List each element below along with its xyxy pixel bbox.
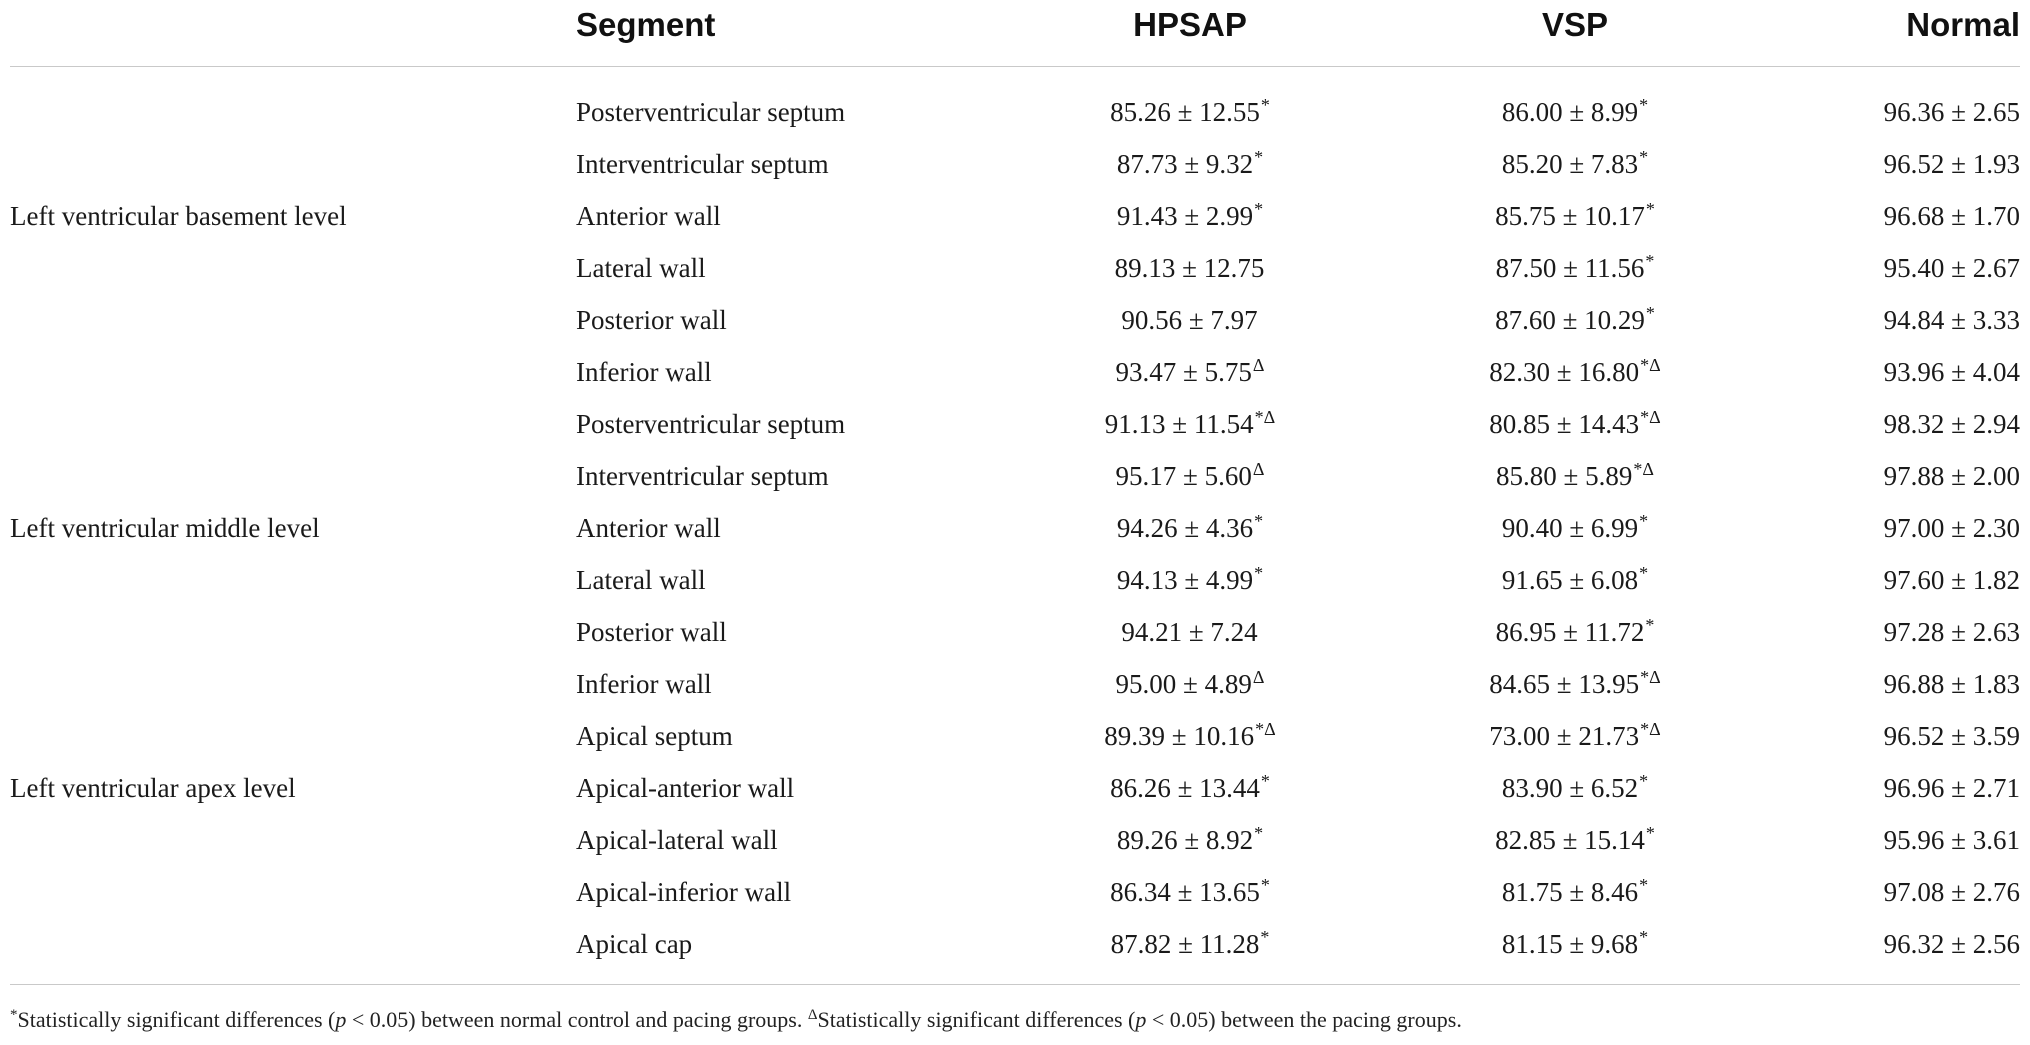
- hpsap-significance-mark: Δ: [1252, 667, 1265, 687]
- vsp-significance-mark: *: [1645, 251, 1655, 271]
- vsp-cell: [1455, 918, 1695, 970]
- level-label-apex: Left ventricular apex level: [10, 773, 296, 803]
- vsp-value: 81.15 ± 9.68: [1501, 929, 1639, 959]
- vsp-cell: [1455, 554, 1695, 606]
- vsp-cell: [1455, 190, 1695, 242]
- hpsap-cell: [1070, 554, 1310, 606]
- normal-cell: 95.96 ± 3.61: [1883, 825, 2020, 855]
- hpsap-value: 94.13 ± 4.99: [1116, 565, 1254, 595]
- normal-cell: 96.52 ± 1.93: [1883, 149, 2020, 179]
- vsp-cell: [1455, 86, 1695, 138]
- header-normal: Normal: [1906, 6, 2020, 43]
- footnote-star: *: [10, 1007, 18, 1023]
- vsp-value: 84.65 ± 13.95: [1489, 669, 1640, 699]
- hpsap-value: 94.21 ± 7.24: [1121, 617, 1258, 647]
- vsp-cell: [1455, 814, 1695, 866]
- hpsap-cell: [1070, 450, 1310, 502]
- vsp-value: 91.65 ± 6.08: [1501, 565, 1639, 595]
- vsp-value: 83.90 ± 6.52: [1501, 773, 1639, 803]
- normal-cell: 97.08 ± 2.76: [1883, 877, 2020, 907]
- header-hpsap: HPSAP: [1133, 6, 1247, 43]
- normal-cell: 98.32 ± 2.94: [1883, 409, 2020, 439]
- vsp-cell: [1455, 762, 1695, 814]
- vsp-cell: [1455, 658, 1695, 710]
- segment-cell: Posterventricular septum: [576, 409, 846, 439]
- hpsap-value: 91.13 ± 11.54: [1104, 409, 1254, 439]
- vsp-value: 86.00 ± 8.99: [1501, 97, 1639, 127]
- segment-cell: Posterventricular septum: [576, 97, 846, 127]
- hpsap-value: 95.17 ± 5.60: [1115, 461, 1252, 491]
- vsp-value: 81.75 ± 8.46: [1501, 877, 1639, 907]
- hpsap-significance-mark: *: [1254, 511, 1264, 531]
- hpsap-cell: [1070, 138, 1310, 190]
- table-row: [0, 346, 2030, 398]
- table-row: [0, 294, 2030, 346]
- table-row: [0, 606, 2030, 658]
- vsp-significance-mark: *: [1645, 303, 1655, 323]
- normal-cell: 96.36 ± 2.65: [1883, 97, 2020, 127]
- vsp-significance-mark: *: [1639, 563, 1649, 583]
- table-row: [0, 554, 2030, 606]
- header-vsp: VSP: [1541, 6, 1609, 43]
- vsp-value: 80.85 ± 14.43: [1489, 409, 1640, 439]
- header-rule: [10, 66, 2020, 67]
- segment-cell: Posterior wall: [576, 305, 727, 335]
- hpsap-cell: [1070, 866, 1310, 918]
- hpsap-cell: [1070, 762, 1310, 814]
- normal-cell: 96.68 ± 1.70: [1883, 201, 2020, 231]
- hpsap-value: 94.26 ± 4.36: [1116, 513, 1254, 543]
- hpsap-value: 95.00 ± 4.89: [1115, 669, 1252, 699]
- footnote: *Statistically significant differences (p < 0.05) between normal control and pacing groups. $^\Delta$Statistically significant differences (p < 0.05) between the pacing groups.: [10, 1007, 1462, 1032]
- vsp-value: 82.85 ± 15.14: [1495, 825, 1645, 855]
- vsp-cell: [1455, 242, 1695, 294]
- hpsap-value: 87.82 ± 11.28: [1110, 929, 1260, 959]
- segment-cell: Interventricular septum: [576, 461, 829, 491]
- normal-cell: 97.88 ± 2.00: [1883, 461, 2020, 491]
- vsp-significance-mark: *: [1639, 875, 1649, 895]
- normal-cell: 97.60 ± 1.82: [1883, 565, 2020, 595]
- vsp-cell: [1455, 294, 1695, 346]
- level-label-basement: Left ventricular basement level: [10, 201, 347, 231]
- hpsap-cell: [1070, 398, 1310, 450]
- vsp-significance-mark: *: [1639, 511, 1649, 531]
- vsp-significance-mark: *: [1639, 927, 1649, 947]
- vsp-cell: [1455, 138, 1695, 190]
- vsp-significance-mark: *Δ: [1640, 719, 1661, 739]
- segment-cell: Apical-inferior wall: [576, 877, 792, 907]
- table-row: [0, 918, 2030, 970]
- segment-cell: Inferior wall: [576, 357, 712, 387]
- normal-cell: 93.96 ± 4.04: [1883, 357, 2020, 387]
- table-row: [0, 450, 2030, 502]
- vsp-cell: [1455, 398, 1695, 450]
- hpsap-cell: [1070, 918, 1310, 970]
- hpsap-cell: [1070, 658, 1310, 710]
- vsp-significance-mark: *Δ: [1640, 407, 1661, 427]
- vsp-value: 87.50 ± 11.56: [1495, 253, 1645, 283]
- vsp-significance-mark: *: [1639, 771, 1649, 791]
- vsp-cell: [1455, 502, 1695, 554]
- normal-cell: 94.84 ± 3.33: [1883, 305, 2020, 335]
- table-row: [0, 398, 2030, 450]
- hpsap-value: 91.43 ± 2.99: [1116, 201, 1254, 231]
- table-row: [0, 86, 2030, 138]
- hpsap-value: 86.34 ± 13.65: [1110, 877, 1260, 907]
- normal-cell: 96.96 ± 2.71: [1883, 773, 2020, 803]
- hpsap-significance-mark: *: [1260, 771, 1270, 791]
- hpsap-value: 89.13 ± 12.75: [1114, 253, 1265, 283]
- hpsap-cell: [1070, 710, 1310, 762]
- normal-cell: 95.40 ± 2.67: [1883, 253, 2020, 283]
- vsp-value: 86.95 ± 11.72: [1495, 617, 1645, 647]
- hpsap-significance-mark: *: [1260, 875, 1270, 895]
- vsp-significance-mark: *Δ: [1640, 355, 1661, 375]
- vsp-cell: [1455, 450, 1695, 502]
- hpsap-cell: [1070, 190, 1310, 242]
- hpsap-significance-mark: *: [1254, 199, 1264, 219]
- hpsap-cell: [1070, 502, 1310, 554]
- hpsap-cell: [1070, 814, 1310, 866]
- vsp-value: 87.60 ± 10.29: [1495, 305, 1645, 335]
- vsp-value: 85.80 ± 5.89: [1496, 461, 1633, 491]
- table-row: [0, 138, 2030, 190]
- hpsap-value: 89.26 ± 8.92: [1116, 825, 1254, 855]
- table-row: [0, 710, 2030, 762]
- normal-cell: 96.52 ± 3.59: [1883, 721, 2020, 751]
- hpsap-value: 86.26 ± 13.44: [1110, 773, 1260, 803]
- hpsap-significance-mark: *Δ: [1254, 407, 1276, 427]
- normal-cell: 96.32 ± 2.56: [1883, 929, 2020, 959]
- hpsap-significance-mark: *: [1254, 147, 1264, 167]
- vsp-cell: [1455, 866, 1695, 918]
- level-label-middle: Left ventricular middle level: [10, 513, 320, 543]
- vsp-significance-mark: *: [1645, 615, 1655, 635]
- hpsap-significance-mark: *Δ: [1255, 719, 1276, 739]
- hpsap-significance-mark: Δ: [1252, 355, 1265, 375]
- hpsap-value: 93.47 ± 5.75: [1115, 357, 1252, 387]
- normal-cell: 97.28 ± 2.63: [1883, 617, 2020, 647]
- normal-cell: 96.88 ± 1.83: [1883, 669, 2020, 699]
- segment-cell: Interventricular septum: [576, 149, 829, 179]
- table-row: [0, 762, 2030, 814]
- vsp-value: 90.40 ± 6.99: [1501, 513, 1639, 543]
- normal-cell: 97.00 ± 2.30: [1883, 513, 2020, 543]
- table-row: [0, 190, 2030, 242]
- table-row: [0, 658, 2030, 710]
- hpsap-significance-mark: *: [1260, 927, 1270, 947]
- hpsap-cell: [1070, 346, 1310, 398]
- hpsap-significance-mark: *: [1254, 563, 1264, 583]
- hpsap-value: 85.26 ± 12.55: [1110, 97, 1260, 127]
- segment-cell: Apical cap: [576, 929, 693, 959]
- vsp-significance-mark: *: [1639, 147, 1649, 167]
- hpsap-value: 90.56 ± 7.97: [1121, 305, 1258, 335]
- vsp-value: 85.75 ± 10.17: [1495, 201, 1645, 231]
- vsp-cell: [1455, 346, 1695, 398]
- segment-cell: Lateral wall: [576, 253, 706, 283]
- vsp-significance-mark: *: [1639, 95, 1649, 115]
- vsp-cell: [1455, 710, 1695, 762]
- segment-cell: Anterior wall: [576, 513, 721, 543]
- hpsap-significance-mark: Δ: [1252, 459, 1265, 479]
- vsp-cell: [1455, 606, 1695, 658]
- hpsap-cell: [1070, 294, 1310, 346]
- vsp-significance-mark: *Δ: [1640, 667, 1661, 687]
- vsp-value: 73.00 ± 21.73: [1489, 721, 1640, 751]
- table-row: [0, 242, 2030, 294]
- hpsap-cell: [1070, 86, 1310, 138]
- footer-rule: [10, 984, 2020, 985]
- segment-cell: Lateral wall: [576, 565, 706, 595]
- segment-cell: Apical septum: [576, 721, 733, 751]
- segment-cell: Apical-anterior wall: [576, 773, 795, 803]
- hpsap-cell: [1070, 606, 1310, 658]
- vsp-significance-mark: *: [1645, 199, 1655, 219]
- hpsap-value: 89.39 ± 10.16: [1104, 721, 1255, 751]
- footnote-delta: Δ: [807, 1007, 818, 1023]
- hpsap-cell: [1070, 242, 1310, 294]
- segment-cell: Anterior wall: [576, 201, 721, 231]
- hpsap-significance-mark: *: [1254, 823, 1264, 843]
- table-row: [0, 814, 2030, 866]
- vsp-significance-mark: *Δ: [1633, 459, 1654, 479]
- hpsap-value: 87.73 ± 9.32: [1116, 149, 1254, 179]
- segment-cell: Apical-lateral wall: [576, 825, 778, 855]
- hpsap-significance-mark: *: [1260, 95, 1270, 115]
- vsp-value: 82.30 ± 16.80: [1489, 357, 1640, 387]
- table-row: [0, 502, 2030, 554]
- segment-cell: Posterior wall: [576, 617, 727, 647]
- table-row: [0, 866, 2030, 918]
- vsp-significance-mark: *: [1645, 823, 1655, 843]
- vsp-value: 85.20 ± 7.83: [1501, 149, 1639, 179]
- header-segment: Segment: [576, 6, 716, 43]
- segment-cell: Inferior wall: [576, 669, 712, 699]
